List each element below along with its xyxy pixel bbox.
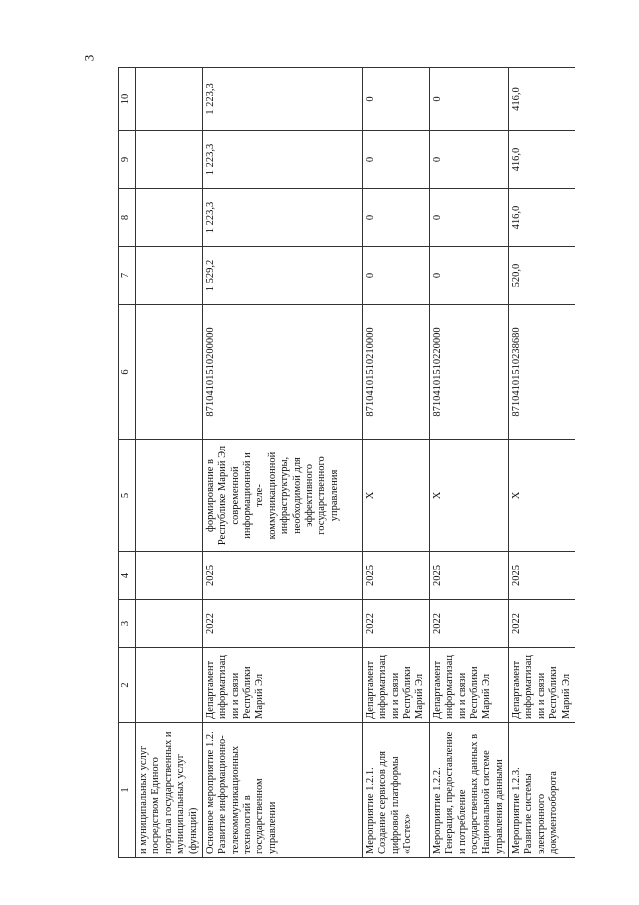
column-number: 7	[119, 247, 136, 305]
continuation-text: и муниципальных услуг посредством Единого портала государственных и муниципальных услуг (функций)	[136, 723, 203, 858]
column-number: 9	[119, 131, 136, 189]
table-row	[429, 68, 508, 858]
budget-code: 87104101510200000	[202, 305, 362, 440]
value-col-9: 1 223,3	[202, 131, 362, 189]
budget-code: 87104101510238680	[509, 305, 575, 440]
page-number: 3	[81, 54, 97, 62]
value-col-8: 416,0	[509, 189, 575, 247]
value-col-10: 1 223,3	[202, 68, 362, 131]
measure-name: Мероприятие 1.2.1. Создание сервисов для цифровой платформы «Гостех»	[362, 723, 429, 858]
value-col-8: 0	[429, 189, 508, 247]
expected-result: формирование в Республике Марий Эл современной информационной и теле-коммуникационной инфраструктуры, необходимой для эффективного государственного управления	[202, 440, 362, 552]
value-col-9: 0	[362, 131, 429, 189]
value-col-7: 0	[362, 247, 429, 305]
expected-result: Х	[362, 440, 429, 552]
column-number: 1	[119, 723, 136, 858]
measure-name: Мероприятие 1.2.2. Генерация, предоставление и потребление государственных данных в Национальной системе управления данными	[429, 723, 508, 858]
column-number: 6	[119, 305, 136, 440]
table-body	[136, 68, 575, 858]
budget-code: 87104101510210000	[362, 305, 429, 440]
column-number: 4	[119, 552, 136, 600]
column-number-row	[119, 68, 136, 858]
executor: Департамент информатизации и связи Республики Марий Эл	[429, 648, 508, 723]
column-number: 2	[119, 648, 136, 723]
column-number: 8	[119, 189, 136, 247]
expected-result: Х	[509, 440, 575, 552]
end-year: 2025	[429, 552, 508, 600]
value-col-7: 520,0	[509, 247, 575, 305]
expected-result: Х	[429, 440, 508, 552]
measure-name: Мероприятие 1.2.3. Развитие системы электронного документооборота	[509, 723, 575, 858]
value-col-10: 0	[362, 68, 429, 131]
rotated-table-container	[118, 68, 572, 858]
start-year: 2022	[202, 600, 362, 648]
executor: Департамент информатизации и связи Республики Марий Эл	[362, 648, 429, 723]
executor: Департамент информатизации и связи Республики Марий Эл	[202, 648, 362, 723]
table-row	[362, 68, 429, 858]
value-col-7: 0	[429, 247, 508, 305]
program-measures-table	[118, 67, 575, 858]
value-col-10: 416,0	[509, 68, 575, 131]
value-col-7: 1 529,2	[202, 247, 362, 305]
start-year: 2022	[362, 600, 429, 648]
continuation-row	[136, 68, 203, 858]
column-number: 3	[119, 600, 136, 648]
table-row	[202, 68, 362, 858]
column-number: 5	[119, 440, 136, 552]
start-year: 2022	[429, 600, 508, 648]
measure-name: Основное мероприятие 1.2. Развитие информационно-телекоммуникационных технологий в государственном управлении	[202, 723, 362, 858]
table-header	[119, 68, 136, 858]
value-col-8: 1 223,3	[202, 189, 362, 247]
end-year: 2025	[202, 552, 362, 600]
end-year: 2025	[362, 552, 429, 600]
value-col-8: 0	[362, 189, 429, 247]
end-year: 2025	[509, 552, 575, 600]
value-col-9: 0	[429, 131, 508, 189]
executor: Департамент информатизации и связи Республики Марий Эл	[509, 648, 575, 723]
value-col-10: 0	[429, 68, 508, 131]
value-col-9: 416,0	[509, 131, 575, 189]
budget-code: 87104101510220000	[429, 305, 508, 440]
column-number: 10	[119, 68, 136, 131]
start-year: 2022	[509, 600, 575, 648]
table-row	[509, 68, 575, 858]
